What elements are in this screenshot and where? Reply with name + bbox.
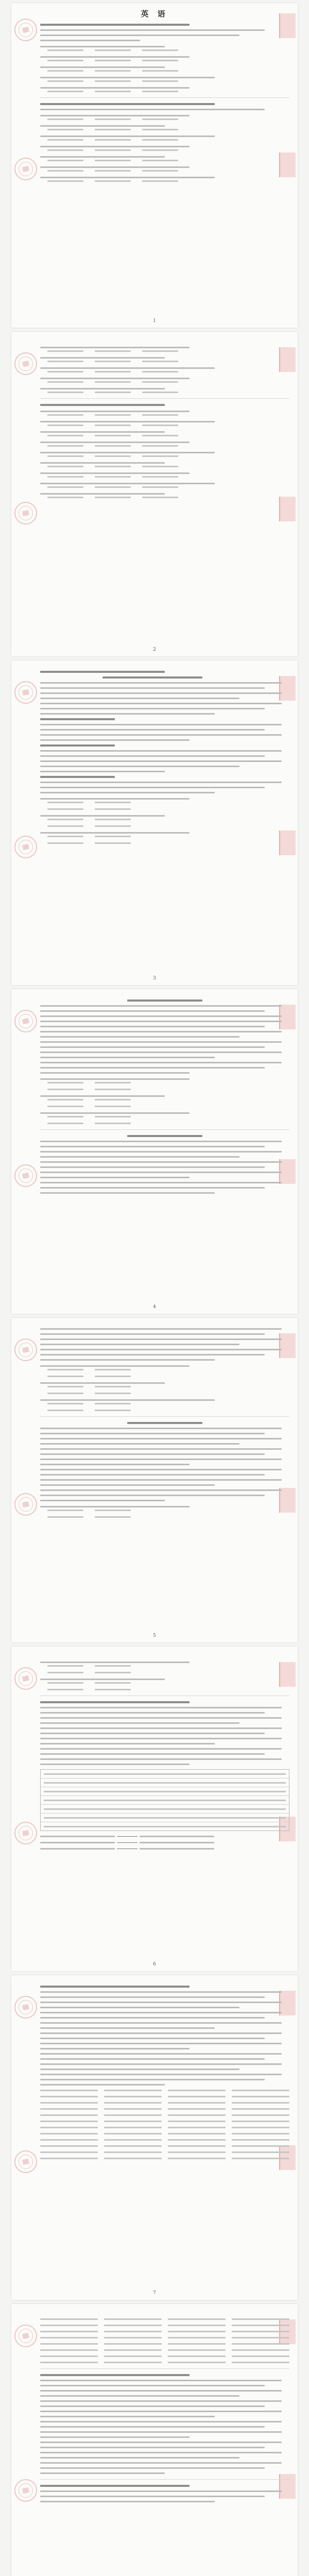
section-heading	[40, 671, 165, 673]
answer-options	[47, 425, 289, 426]
question	[40, 462, 289, 464]
answer-options	[47, 836, 289, 837]
watermark-seal-icon	[14, 1996, 37, 2019]
answer-options	[47, 80, 289, 82]
section-heading	[40, 2374, 190, 2376]
question	[40, 493, 289, 495]
page-number: 4	[153, 1304, 156, 1310]
question	[40, 442, 289, 443]
answer-options	[47, 435, 289, 436]
answer-options	[47, 118, 289, 120]
answer-options	[47, 1116, 289, 1117]
question	[40, 77, 289, 78]
section-heading	[40, 2485, 190, 2487]
page-number: 7	[153, 2291, 156, 2296]
page-content	[40, 1986, 289, 2285]
watermark-seal-icon	[14, 502, 37, 524]
answer-options	[47, 1410, 289, 1411]
answer-options	[47, 1393, 289, 1394]
question	[40, 1836, 289, 1837]
question	[40, 1506, 289, 1507]
answer-options	[47, 1099, 289, 1100]
watermark-seal-icon	[14, 1164, 37, 1187]
answer-options	[47, 466, 289, 467]
exam-page	[11, 989, 298, 1314]
answer-options	[47, 1516, 289, 1518]
answer-options	[47, 392, 289, 393]
page-content	[40, 2314, 289, 2576]
section-heading	[40, 1701, 190, 1703]
question	[40, 146, 289, 147]
question	[40, 66, 289, 68]
exam-page	[11, 332, 298, 656]
answer-options	[47, 1123, 289, 1124]
page-content	[40, 1657, 289, 1957]
watermark-seal-icon	[14, 1667, 37, 1690]
exam-page	[11, 1975, 298, 2300]
question	[40, 411, 289, 412]
exam-page	[11, 660, 298, 985]
question	[40, 431, 289, 433]
section-heading	[40, 404, 165, 406]
question	[40, 156, 289, 158]
question	[40, 1365, 289, 1367]
answer-options	[47, 1689, 289, 1690]
page-number: 3	[153, 976, 156, 981]
answer-options	[47, 49, 289, 51]
answer-options	[47, 1106, 289, 1107]
answer-options	[47, 129, 289, 130]
question	[40, 1078, 289, 1080]
question	[40, 1112, 289, 1114]
page-content	[40, 999, 289, 1299]
watermark-seal-icon	[14, 352, 37, 375]
question	[40, 832, 289, 834]
answer-options	[47, 842, 289, 844]
answer-options	[47, 180, 289, 182]
question	[40, 421, 289, 422]
answer-options	[47, 91, 289, 92]
answer-options	[47, 149, 289, 151]
page-content	[40, 671, 289, 971]
answer-options	[47, 350, 289, 352]
answer-options	[47, 1386, 289, 1387]
question	[40, 483, 289, 484]
answer-options	[47, 1082, 289, 1083]
watermark-seal-icon	[14, 681, 37, 704]
answer-options	[47, 819, 289, 820]
question	[40, 347, 289, 348]
section-heading	[40, 1986, 190, 1988]
question	[40, 1679, 289, 1680]
answer-options	[47, 1510, 289, 1511]
answer-options	[47, 1665, 289, 1667]
question	[40, 115, 289, 116]
passage-title	[102, 676, 202, 679]
question	[40, 367, 289, 369]
question	[40, 1382, 289, 1384]
section-heading	[40, 103, 215, 105]
watermark-seal-icon	[14, 1338, 37, 1361]
question	[40, 1662, 289, 1663]
page-header	[11, 3, 298, 21]
watermark-seal-icon	[14, 836, 37, 858]
option-table	[40, 1769, 289, 1831]
question	[40, 472, 289, 474]
page-number: 5	[153, 1633, 156, 1638]
answer-options	[47, 1403, 289, 1404]
cloze-options-grid	[40, 2318, 289, 2363]
question	[40, 388, 289, 389]
answer-options	[47, 1682, 289, 1684]
question	[40, 1399, 289, 1401]
answer-options	[47, 1089, 289, 1090]
question	[40, 378, 289, 379]
cloze-options-grid	[40, 2090, 289, 2159]
page-content	[40, 342, 289, 642]
question	[40, 1095, 289, 1097]
question	[40, 56, 289, 58]
answer-options	[47, 139, 289, 141]
exam-page	[11, 2304, 298, 2576]
answer-options	[47, 476, 289, 478]
question	[40, 815, 289, 817]
answer-options	[47, 414, 289, 416]
watermark-seal-icon	[14, 1822, 37, 1844]
answer-options	[47, 371, 289, 372]
answer-options	[47, 445, 289, 447]
exam-page	[11, 1647, 298, 1971]
answer-options	[47, 808, 289, 810]
watermark-seal-icon	[14, 1493, 37, 1516]
question	[40, 1842, 289, 1843]
question	[40, 357, 289, 359]
answer-options	[47, 60, 289, 61]
exam-page	[11, 3, 298, 328]
question	[40, 87, 289, 89]
answer-options	[47, 381, 289, 383]
exam-page	[11, 1318, 298, 1642]
watermark-seal-icon	[14, 1010, 37, 1032]
watermark-seal-icon	[14, 2479, 37, 2502]
answer-options	[47, 170, 289, 172]
page-title: 英 语	[141, 9, 168, 19]
question	[40, 135, 289, 137]
answer-options	[47, 1369, 289, 1370]
answer-options	[47, 497, 289, 498]
page-number: 1	[153, 318, 156, 324]
question	[40, 452, 289, 453]
answer-options	[47, 70, 289, 72]
watermark-seal-icon	[14, 2325, 37, 2347]
page-number: 6	[153, 1962, 156, 1967]
answer-options	[47, 1672, 289, 1673]
watermark-seal-icon	[14, 158, 37, 180]
question	[40, 798, 289, 800]
page-content	[40, 24, 289, 313]
answer-options	[47, 825, 289, 827]
answer-options	[47, 802, 289, 803]
page-content	[40, 1328, 289, 1628]
question	[40, 46, 289, 47]
section-heading	[40, 24, 190, 26]
answer-options	[47, 455, 289, 457]
question	[40, 177, 289, 178]
question	[40, 1848, 289, 1850]
page-number: 2	[153, 647, 156, 652]
answer-options	[47, 1376, 289, 1377]
answer-options	[47, 486, 289, 488]
answer-options	[47, 361, 289, 362]
answer-options	[47, 160, 289, 161]
question	[40, 125, 289, 127]
question	[40, 166, 289, 168]
watermark-seal-icon	[14, 19, 37, 41]
watermark-seal-icon	[14, 2150, 37, 2173]
